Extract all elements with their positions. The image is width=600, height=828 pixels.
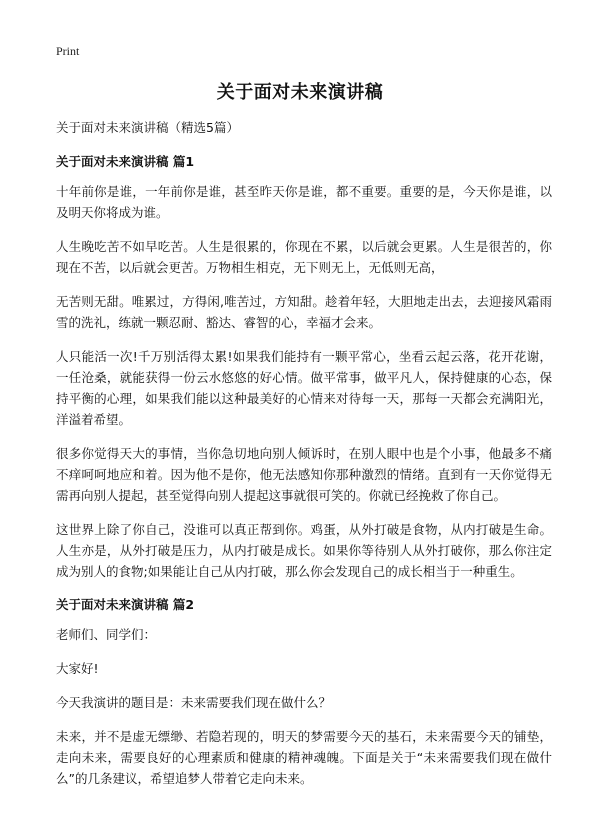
document-body bbox=[56, 118, 552, 802]
paragraph: 人只能活一次!千万别活得太累!如果我们能持有一颗平常心，坐看云起云落，花开花谢，一任沧桑，就能获得一份云水悠悠的好心情。做平常事，做平凡人，保持健康的心态，保持平衡的心理，如果我们能以这种最美好的心情来对待每一天，那每一天都会充满阳光，洋溢着希望。 bbox=[56, 349, 552, 427]
paragraph: 大家好! bbox=[56, 661, 99, 676]
section-heading: 关于面对未来演讲稿 篇1 bbox=[56, 154, 195, 169]
paragraph: 这世界上除了你自己，没谁可以真正帮到你。鸡蛋，从外打破是食物，从内打破是生命。人生亦是，从外打破是压力，从内打破是成长。如果你等待别人从外打破你，那么你注定成为别人的食物;如果能让自己从内打破，那么你会发现自己的成长相当于一种重生。 bbox=[56, 522, 552, 579]
paragraph: 很多你觉得天大的事情，当你急切地向别人倾诉时，在别人眼中也是个小事，他最多不痛不痒呵呵地应和着。因为他不是你，他无法感知你那种激烈的情绪。直到有一天你觉得无需再向别人提起，甚至觉得向别人提起这事就很可笑的。你就已经挽救了你自己。 bbox=[56, 446, 552, 503]
paragraph: 未来，并不是虚无缥缈、若隐若现的，明天的梦需要今天的基石，未来需要今天的铺垫，走向未来，需要良好的心理素质和健康的精神魂魄。下面是关于“未来需要我们现在做什么”的几条建议，希望追梦人带着它走向未来。 bbox=[56, 729, 552, 786]
section-heading: 关于面对未来演讲稿 篇2 bbox=[56, 597, 195, 612]
section-1 bbox=[56, 152, 552, 582]
paragraph: 十年前你是谁，一年前你是谁，甚至昨天你是谁，都不重要。重要的是，今天你是谁，以及明天你将成为谁。 bbox=[56, 184, 552, 220]
print-link[interactable]: Print bbox=[56, 44, 80, 58]
paragraph: 老师们、同学们： bbox=[56, 627, 157, 642]
paragraph: 无苦则无甜。唯累过，方得闲,唯苦过，方知甜。趁着年轻，大胆地走出去，去迎接风霜雨雪的洗礼，练就一颗忍耐、豁达、睿智的心，幸福才会来。 bbox=[56, 294, 552, 330]
document-subtitle: 关于面对未来演讲稿（精选5篇） bbox=[56, 120, 239, 135]
section-2 bbox=[56, 595, 552, 789]
paragraph: 今天我演讲的题目是：未来需要我们现在做什么？ bbox=[56, 695, 332, 710]
paragraph: 人生晚吃苦不如早吃苦。人生是很累的，你现在不累，以后就会更累。人生是很苦的，你现在不苦，以后就会更苦。万物相生相克，无下则无上，无低则无高， bbox=[56, 239, 552, 275]
document-title: 关于面对未来演讲稿 bbox=[216, 82, 384, 103]
